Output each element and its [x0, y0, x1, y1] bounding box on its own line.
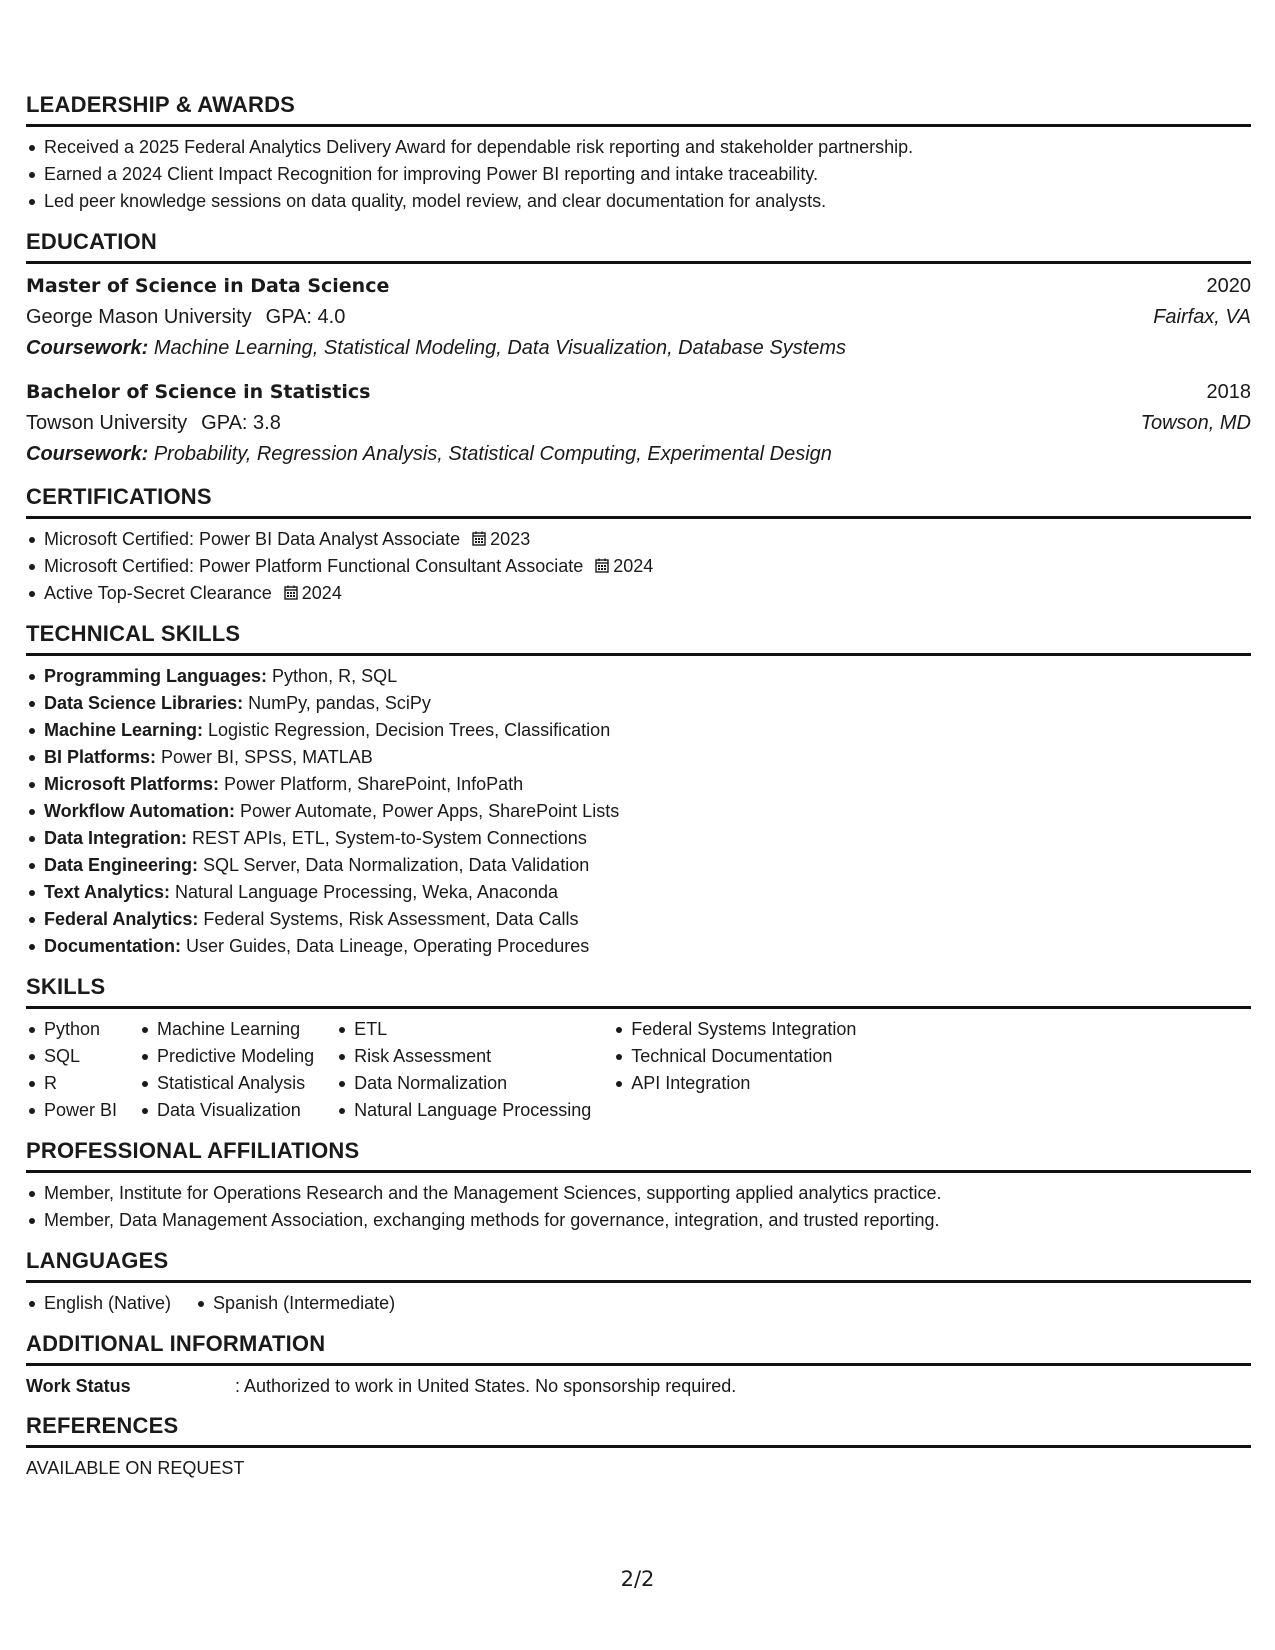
certification-name: Microsoft Certified: Power Platform Functional Consultant Associate	[44, 556, 584, 576]
list-item	[26, 690, 1251, 717]
section-title-skills: SKILLS	[26, 974, 1251, 1009]
list-item: English (Native)	[26, 1290, 171, 1317]
gpa: GPA: 3.8	[201, 412, 281, 434]
list-item	[26, 663, 1251, 690]
additional-info-section	[26, 1331, 1251, 1399]
skill-values: User Guides, Data Lineage, Operating Procedures	[181, 936, 590, 956]
skill-values: Logistic Regression, Decision Trees, Classification	[203, 720, 611, 740]
skill-category: Data Integration:	[44, 828, 188, 848]
skills-column	[139, 1016, 314, 1124]
list-item: Spanish (Intermediate)	[195, 1290, 395, 1317]
skill-category: Programming Languages:	[44, 666, 268, 686]
skill-values: Python, R, SQL	[267, 666, 398, 686]
list-item: API Integration	[613, 1070, 856, 1097]
section-title-certifications: CERTIFICATIONS	[26, 484, 1251, 519]
skill-values: SQL Server, Data Normalization, Data Validation	[198, 855, 590, 875]
references-section	[26, 1413, 1251, 1481]
section-title-additional-info: ADDITIONAL INFORMATION	[26, 1331, 1251, 1366]
list-item	[26, 580, 1251, 607]
degree: Master of Science in Data Science	[26, 275, 390, 297]
technical-skills-section	[26, 621, 1251, 960]
list-item: Led peer knowledge sessions on data quality, model review, and clear documentation for analysts.	[26, 188, 1251, 215]
skill-category: Workflow Automation:	[44, 801, 235, 821]
list-item	[26, 526, 1251, 553]
section-title-technical-skills: TECHNICAL SKILLS	[26, 621, 1251, 656]
list-item: Technical Documentation	[613, 1043, 856, 1070]
skill-values: Federal Systems, Risk Assessment, Data Calls	[198, 909, 579, 929]
graduation-year: 2018	[1206, 381, 1251, 403]
section-title-languages: LANGUAGES	[26, 1248, 1251, 1283]
coursework: Probability, Regression Analysis, Statistical Computing, Experimental Design	[153, 443, 832, 465]
page-number: 2/2	[620, 1567, 655, 1591]
skill-category: Data Engineering:	[44, 855, 199, 875]
school: Towson University	[26, 412, 188, 434]
section-title-leadership: LEADERSHIP & AWARDS	[26, 92, 1251, 127]
list-item: Power BI	[26, 1097, 117, 1124]
skill-category: Microsoft Platforms:	[44, 774, 220, 794]
coursework: Machine Learning, Statistical Modeling, Data Visualization, Database Systems	[153, 337, 847, 359]
list-item	[26, 798, 1251, 825]
coursework-label: Coursework:	[26, 337, 149, 359]
list-item	[26, 879, 1251, 906]
location: Fairfax, VA	[1153, 306, 1251, 328]
certifications-list	[26, 526, 1251, 607]
affiliations-list	[26, 1180, 1251, 1234]
degree: Bachelor of Science in Statistics	[26, 381, 371, 403]
list-item: Federal Systems Integration	[613, 1016, 856, 1043]
work-status-label: Work Status	[26, 1376, 131, 1396]
section-title-affiliations: PROFESSIONAL AFFILIATIONS	[26, 1138, 1251, 1173]
skill-values: Natural Language Processing, Weka, Anaconda	[170, 882, 558, 902]
certification-year: 2024	[613, 556, 654, 576]
section-title-references: REFERENCES	[26, 1413, 1251, 1448]
list-item: Data Visualization	[139, 1097, 314, 1124]
languages-list	[26, 1290, 1251, 1317]
graduation-year: 2020	[1206, 275, 1251, 297]
gpa: GPA: 4.0	[265, 306, 346, 328]
skill-values: Power Platform, SharePoint, InfoPath	[219, 774, 524, 794]
list-item: Member, Data Management Association, exchanging methods for governance, integration, and trusted reporting.	[26, 1207, 1251, 1234]
certification-year: 2024	[301, 583, 342, 603]
languages-section	[26, 1248, 1251, 1317]
skill-values: NumPy, pandas, SciPy	[243, 693, 431, 713]
certification-year: 2023	[490, 529, 531, 549]
skills-column	[613, 1016, 856, 1124]
list-item	[26, 852, 1251, 879]
list-item	[26, 933, 1251, 960]
list-item	[26, 744, 1251, 771]
certifications-section	[26, 484, 1251, 607]
list-item: Python	[26, 1016, 117, 1043]
resume-page	[26, 92, 1251, 1495]
certification-name: Microsoft Certified: Power BI Data Analyst Associate	[44, 529, 461, 549]
work-status-value: : Authorized to work in United States. No sponsorship required.	[235, 1376, 737, 1396]
skills-section	[26, 974, 1251, 1124]
list-item: Machine Learning	[139, 1016, 314, 1043]
list-item: Earned a 2024 Client Impact Recognition for improving Power BI reporting and intake traceability.	[26, 161, 1251, 188]
list-item	[26, 553, 1251, 580]
calendar-icon	[472, 531, 486, 546]
list-item: ETL	[336, 1016, 591, 1043]
list-item: Statistical Analysis	[139, 1070, 314, 1097]
references-text: AVAILABLE ON REQUEST	[26, 1458, 245, 1478]
list-item: SQL	[26, 1043, 117, 1070]
leadership-section	[26, 92, 1251, 215]
calendar-icon	[595, 558, 609, 573]
list-item: Risk Assessment	[336, 1043, 591, 1070]
list-item	[26, 771, 1251, 798]
skill-values: Power BI, SPSS, MATLAB	[156, 747, 373, 767]
skill-values: Power Automate, Power Apps, SharePoint Lists	[234, 801, 620, 821]
list-item: Member, Institute for Operations Research and the Management Sciences, supporting applied analytics practice.	[26, 1180, 1251, 1207]
list-item	[26, 906, 1251, 933]
education-entry	[26, 377, 1251, 470]
list-item	[26, 717, 1251, 744]
skills-column	[26, 1016, 117, 1124]
skills-columns	[26, 1016, 1251, 1124]
skill-category: Machine Learning:	[44, 720, 204, 740]
affiliations-section	[26, 1138, 1251, 1234]
skill-category: Text Analytics:	[44, 882, 171, 902]
work-status-row	[26, 1373, 1251, 1399]
skill-values: REST APIs, ETL, System-to-System Connections	[187, 828, 587, 848]
list-item: Predictive Modeling	[139, 1043, 314, 1070]
calendar-icon	[284, 585, 298, 600]
school: George Mason University	[26, 306, 252, 328]
technical-skills-list	[26, 663, 1251, 960]
skill-category: Federal Analytics:	[44, 909, 199, 929]
education-entry	[26, 271, 1251, 364]
list-item: Data Normalization	[336, 1070, 591, 1097]
section-title-education: EDUCATION	[26, 229, 1251, 264]
coursework-label: Coursework:	[26, 443, 149, 465]
leadership-list	[26, 134, 1251, 215]
location: Towson, MD	[1140, 412, 1251, 434]
skill-category: BI Platforms:	[44, 747, 157, 767]
certification-name: Active Top-Secret Clearance	[44, 583, 272, 603]
list-item: R	[26, 1070, 117, 1097]
skill-category: Documentation:	[44, 936, 181, 956]
education-section	[26, 229, 1251, 470]
list-item	[26, 825, 1251, 852]
skill-category: Data Science Libraries:	[44, 693, 244, 713]
skills-column	[336, 1016, 591, 1124]
list-item: Natural Language Processing	[336, 1097, 591, 1124]
list-item: Received a 2025 Federal Analytics Delivery Award for dependable risk reporting and stakeholder partnership.	[26, 134, 1251, 161]
